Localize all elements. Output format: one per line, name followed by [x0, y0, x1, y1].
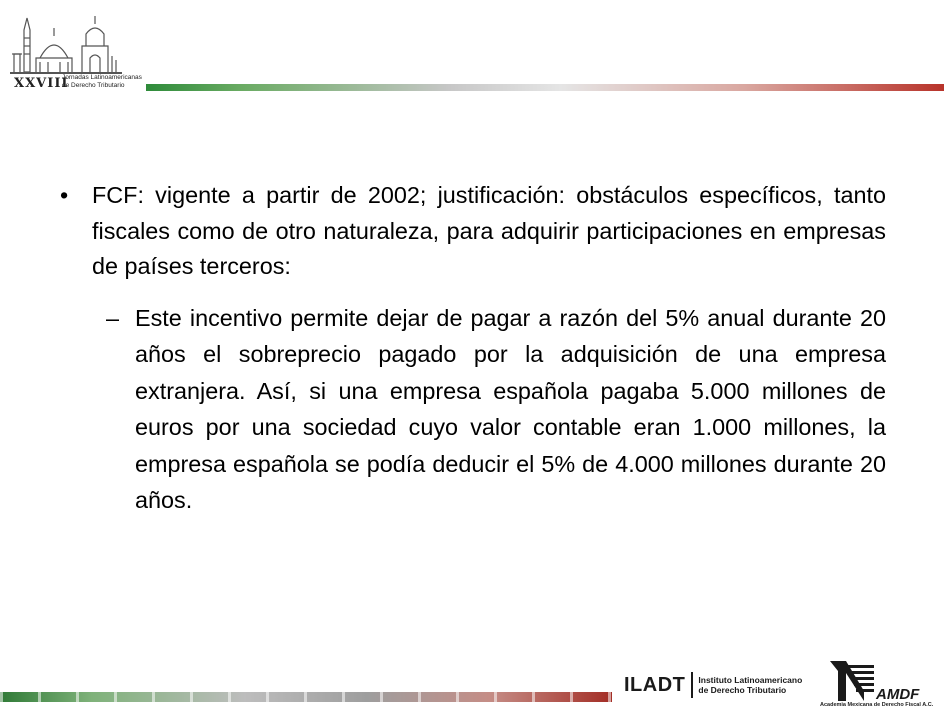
iladt-divider — [691, 672, 693, 698]
amdf-abbreviation: AMDF — [876, 686, 920, 703]
event-name-line2: de Derecho Tributario — [62, 81, 125, 89]
slide-body — [60, 178, 886, 519]
event-name-line1: Jornadas Latinoamericanas — [62, 74, 142, 81]
header-tricolor-stripe — [146, 84, 944, 91]
iladt-name-line2: de Derecho Tributario — [698, 685, 787, 695]
sub-bullet-item — [106, 300, 886, 519]
iladt-abbreviation: ILADT — [624, 673, 686, 696]
iladt-name-line1: Instituto Latinoamericano — [698, 675, 803, 685]
amdf-full-name: Academia Mexicana de Derecho Fiscal A.C. — [820, 702, 934, 708]
sub-bullet-marker: – — [106, 304, 120, 331]
event-logo — [10, 10, 145, 102]
event-name — [62, 74, 142, 89]
bullet-marker: • — [60, 182, 69, 208]
edition-number: XXVIII — [14, 76, 69, 91]
monuments-illustration — [10, 10, 145, 76]
bullet-item — [60, 178, 886, 285]
sub-bullet-text: Este incentivo permite dejar de pagar a razón del 5% anual durante 20 años el sobreprecio pagado por la adquisición de una empresa extranjera. Así, si una empresa española pagaba 5.000 millones de euros por una sociedad cuyo valor contable eran 1.000 millones, la empresa española se podía deducir el 5% de 4.000 millones durante 20 años. — [135, 304, 886, 513]
bullet-text: FCF: vigente a partir de 2002; justificación: obstáculos específicos, tanto fiscales como de otro naturaleza, para adquirir participaciones en empresas de países terceros: — [92, 182, 886, 279]
iladt-full-name — [698, 675, 802, 695]
footer-tricolor-stripe — [0, 692, 612, 702]
iladt-logo — [624, 672, 802, 698]
